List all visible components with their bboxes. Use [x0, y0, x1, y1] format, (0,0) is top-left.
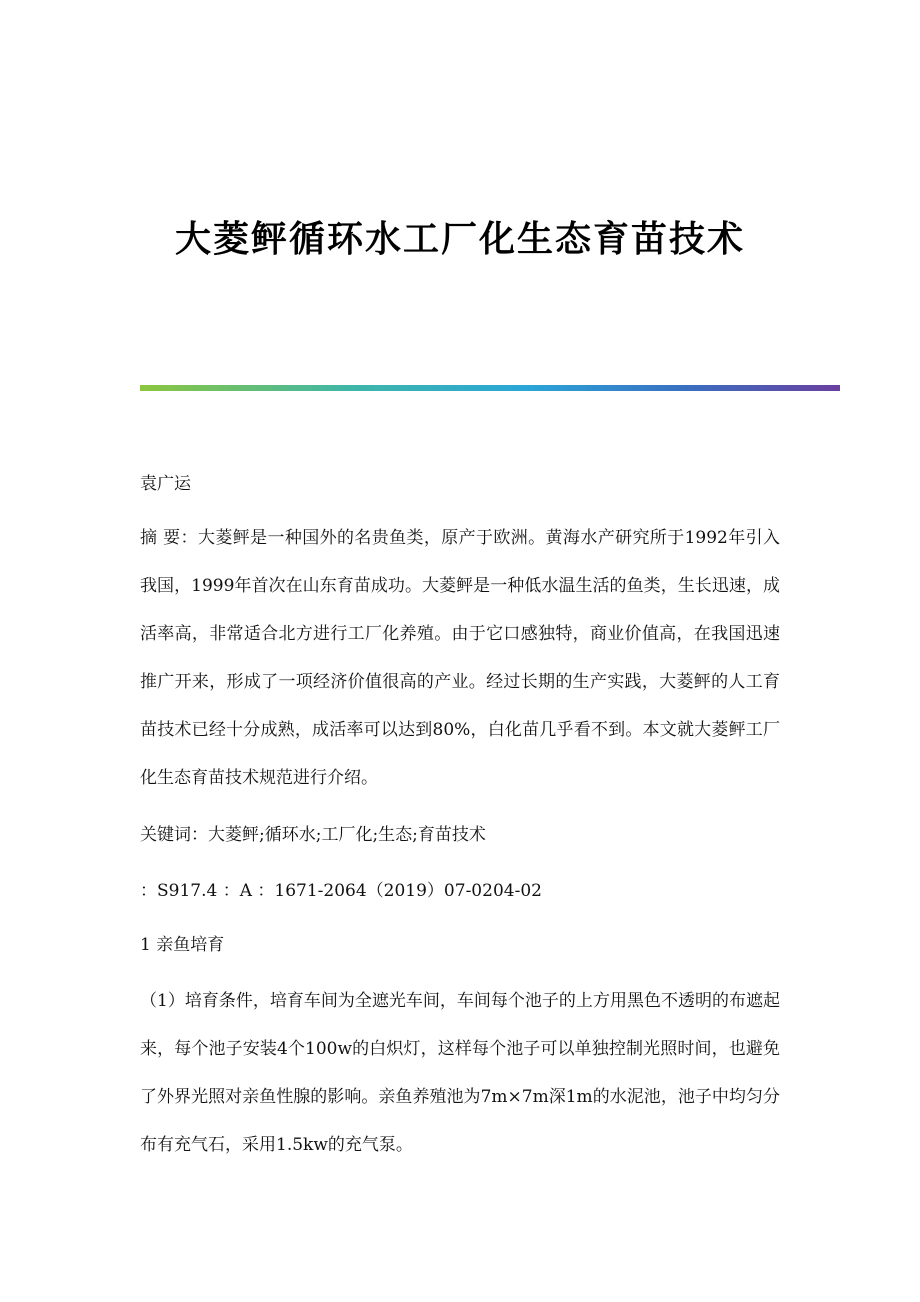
abstract-label: 摘 要： — [140, 528, 198, 548]
keywords-label: 关键词： — [140, 825, 208, 845]
keywords-text: 大菱鲆;循环水;工厂化;生态;育苗技术 — [208, 825, 486, 845]
paragraph-text: （1）培育条件，培育车间为全遮光车间，车间每个池子的上方用黑色不透明的布遮起来，每个池子安装4个100w的白炽灯，这样每个池子可以单独控制光照时间，也避免了外界光照对亲鱼性腺的影响。亲鱼养殖池为7m×7m深1m的水泥池，池子中均匀分布有充气石，采用1.5kw的充气泵。 — [140, 991, 780, 1155]
author-name: 袁广运 — [140, 474, 191, 494]
keywords-line — [140, 811, 780, 859]
abstract-paragraph — [140, 514, 780, 802]
body-paragraph — [140, 977, 780, 1169]
section-heading: 1 亲鱼培育 — [140, 935, 225, 955]
classification-line: ：S917.4 ：A ：1671-2064（2019）07-0204-02 — [140, 881, 542, 901]
abstract-block — [140, 514, 780, 802]
abstract-text: 大菱鲆是一种国外的名贵鱼类，原产于欧洲。黄海水产研究所于1992年引入我国，1999年首次在山东育苗成功。大菱鲆是一种低水温生活的鱼类，生长迅速，成活率高，非常适合北方进行工厂化养殖。由于它口感独特，商业价值高，在我国迅速推广开来，形成了一项经济价值很高的产业。经过长期的生产实践，大菱鲆的人工育苗技术已经十分成熟，成活率可以达到80%，白化苗几乎看不到。本文就大菱鲆工厂化生态育苗技术规范进行介绍。 — [140, 528, 781, 788]
document-title: 大菱鲆循环水工厂化生态育苗技术 — [174, 219, 745, 260]
gradient-divider — [140, 385, 840, 391]
